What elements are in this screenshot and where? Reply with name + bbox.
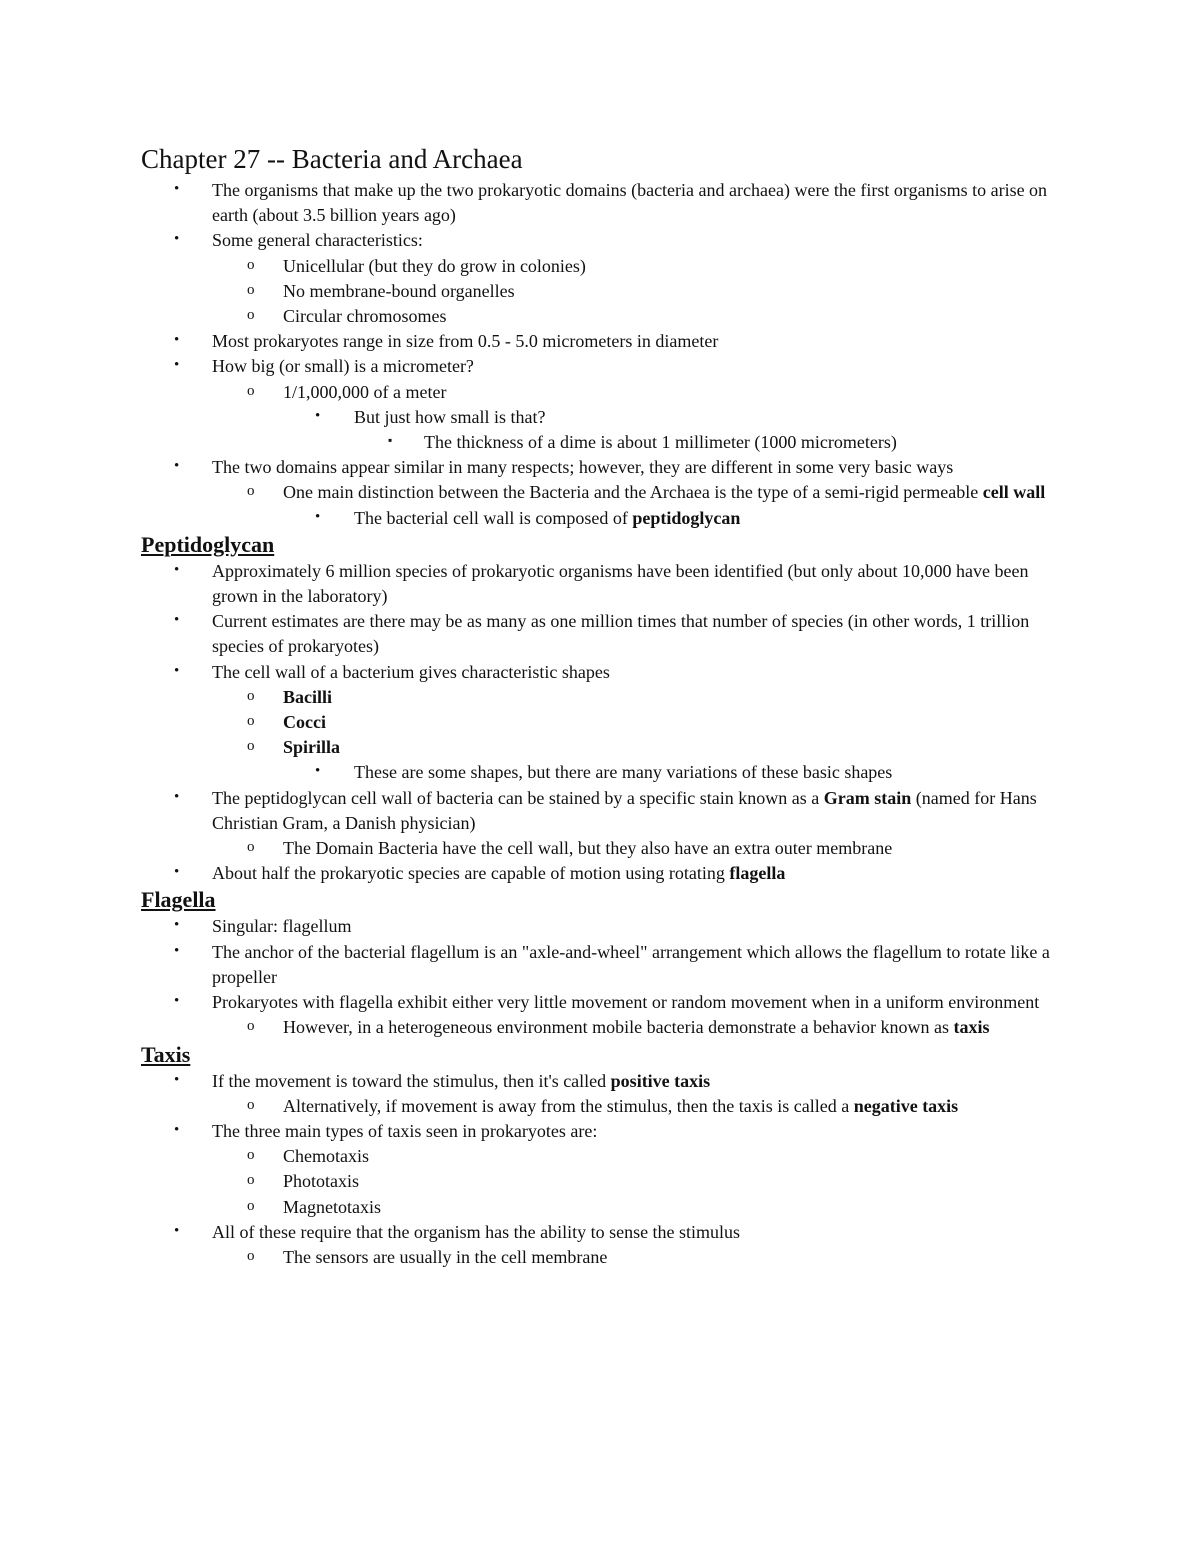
list-item [141, 254, 1061, 279]
bullet-disc-icon: • [315, 407, 321, 424]
list-item-text [283, 1171, 359, 1191]
bullet-circle-icon: o [247, 1247, 255, 1264]
bold-term: cell wall [982, 482, 1046, 503]
list-item [141, 685, 1061, 710]
list-item [141, 480, 1061, 505]
text-run: The thickness of a dime is about 1 millimeter (1000 micrometers) [424, 432, 897, 453]
list-item-text [283, 1146, 369, 1166]
text-run: If the movement is toward the stimulus, then it's called [212, 1070, 611, 1091]
text-run: One main distinction between the Bacteria and the Archaea is the type of a semi-rigid permeable [283, 482, 983, 503]
text-run: Prokaryotes with flagella exhibit either very little movement or random movement when in a uniform environment [212, 992, 1040, 1013]
list-item-text [212, 561, 1028, 606]
list-item [141, 1195, 1061, 1220]
list-item [141, 1144, 1061, 1169]
text-run: Magnetotaxis [283, 1196, 381, 1217]
list-item-text [283, 1197, 381, 1217]
bold-term: positive taxis [610, 1070, 711, 1091]
list-item-text [283, 712, 326, 732]
text-run: The bacterial cell wall is composed of [354, 507, 633, 528]
list-item-text [283, 306, 446, 326]
text-run: However, in a heterogeneous environment mobile bacteria demonstrate a behavior known as [283, 1017, 954, 1038]
document-title: Chapter 27 -- Bacteria and Archaea [141, 144, 523, 174]
bullet-circle-icon: o [247, 483, 255, 500]
bold-term: flagella [729, 863, 786, 884]
text-run: Circular chromosomes [283, 306, 447, 327]
bullet-circle-icon: o [247, 307, 255, 324]
bullet-disc-icon: • [174, 1222, 180, 1239]
text-run: No membrane-bound organelles [283, 280, 515, 301]
text-run: Unicellular (but they do grow in colonies) [283, 255, 586, 276]
list-item [141, 178, 1061, 228]
list-item [141, 760, 1061, 785]
list-item-text [283, 382, 446, 402]
list-item-text [283, 281, 515, 301]
list-item [141, 354, 1061, 379]
list-item [141, 506, 1061, 531]
section-heading: Flagella [141, 887, 216, 913]
list-item-text [283, 1017, 990, 1037]
bullet-disc-icon: • [174, 357, 180, 374]
list-item-text [212, 1121, 597, 1141]
bold-term: peptidoglycan [632, 507, 741, 528]
text-run: Phototaxis [283, 1171, 360, 1192]
bullet-disc-icon: • [174, 612, 180, 629]
bullet-disc-icon: • [174, 662, 180, 679]
list-item-text [212, 230, 423, 250]
bullet-circle-icon: o [247, 382, 255, 399]
list-item-text [354, 508, 740, 528]
list-item-text [354, 762, 892, 782]
list-item-text [283, 737, 340, 757]
bullet-circle-icon: o [247, 1096, 255, 1113]
bullet-circle-icon: o [247, 713, 255, 730]
bullet-circle-icon: o [247, 687, 255, 704]
list-item-text [212, 1222, 740, 1242]
bullet-disc-icon: • [315, 508, 321, 525]
list-item-text [283, 838, 892, 858]
bullet-square-icon: ▪ [388, 433, 393, 448]
text-run: Alternatively, if movement is away from the stimulus, then the taxis is called a [283, 1095, 854, 1116]
section-1 [141, 531, 1061, 887]
bold-term: Cocci [283, 712, 326, 733]
text-run: Most prokaryotes range in size from 0.5 - 5.0 micrometers in diameter [212, 331, 719, 352]
text-run: How big (or small) is a micrometer? [212, 356, 474, 377]
list-item [141, 329, 1061, 354]
list-item [141, 836, 1061, 861]
bullet-disc-icon: • [174, 917, 180, 934]
bullet-disc-icon: • [174, 332, 180, 349]
list-item-text [212, 992, 1039, 1012]
list-item-text [212, 356, 474, 376]
list-item [141, 660, 1061, 685]
list-item [141, 861, 1061, 886]
bullet-circle-icon: o [247, 1147, 255, 1164]
text-run: Some general characteristics: [212, 230, 423, 251]
text-run: The sensors are usually in the cell membrane [283, 1246, 608, 1267]
list-item-text [212, 788, 1037, 833]
list-item [141, 1169, 1061, 1194]
list-item-text [212, 863, 785, 883]
bullet-circle-icon: o [247, 1018, 255, 1035]
bullet-circle-icon: o [247, 256, 255, 273]
list-item [141, 559, 1061, 609]
bullet-disc-icon: • [174, 788, 180, 805]
list-item-text [212, 180, 1047, 225]
text-run: The cell wall of a bacterium gives characteristic shapes [212, 661, 610, 682]
bullet-circle-icon: o [247, 738, 255, 755]
bullet-circle-icon: o [247, 839, 255, 856]
text-run: The anchor of the bacterial flagellum is an "axle-and-wheel" arrangement which allows the flagellum to rotate like a propeller [212, 941, 1050, 987]
list-item-text [212, 331, 718, 351]
bullet-disc-icon: • [174, 1121, 180, 1138]
bold-term: Spirilla [283, 737, 341, 758]
section-heading: Peptidoglycan [141, 531, 275, 557]
bullet-disc-icon: • [174, 458, 180, 475]
list-item-text [212, 942, 1050, 987]
text-run: Singular: flagellum [212, 916, 352, 937]
list-item [141, 786, 1061, 836]
text-run: These are some shapes, but there are many variations of these basic shapes [354, 762, 893, 783]
list-item-text [212, 457, 953, 477]
text-run: The three main types of taxis seen in prokaryotes are: [212, 1120, 598, 1141]
text-run: (named for Hans Christian Gram, a Danish physician) [212, 787, 1037, 833]
bullet-disc-icon: • [174, 1071, 180, 1088]
list-item [141, 455, 1061, 480]
bold-term: negative taxis [853, 1095, 959, 1116]
list-item [141, 1245, 1061, 1270]
bold-term: taxis [953, 1017, 990, 1038]
list-item [141, 304, 1061, 329]
text-run: 1/1,000,000 of a meter [283, 381, 447, 402]
list-item-text [283, 256, 586, 276]
section-heading: Taxis [141, 1041, 191, 1067]
bullet-circle-icon: o [247, 1197, 255, 1214]
list-item [141, 990, 1061, 1015]
bullet-disc-icon: • [315, 763, 321, 780]
text-run: The peptidoglycan cell wall of bacteria can be stained by a specific stain known as a [212, 787, 824, 808]
bullet-disc-icon: • [174, 181, 180, 197]
list-item-text [283, 482, 1045, 502]
list-item-text [283, 687, 332, 707]
list-item [141, 1220, 1061, 1245]
bold-term: Gram stain [823, 787, 912, 808]
list-item-text [212, 662, 610, 682]
bullet-disc-icon: • [174, 942, 180, 959]
bullet-circle-icon: o [247, 1172, 255, 1189]
bold-term: Bacilli [283, 686, 332, 707]
list-item-text [212, 916, 351, 936]
text-run: Approximately 6 million species of prokaryotic organisms have been identified (but only about 10,000 have been grown in the laboratory) [212, 560, 1029, 607]
sections-container [141, 178, 1061, 1270]
list-item [141, 279, 1061, 304]
list-item [141, 380, 1061, 405]
list-item [141, 1069, 1061, 1094]
section-2 [141, 886, 1061, 1040]
list-item [141, 405, 1061, 430]
list-item [141, 1094, 1061, 1119]
bullet-disc-icon: • [174, 993, 180, 1010]
list-item-text [283, 1096, 958, 1116]
list-item [141, 1015, 1061, 1040]
bullet-circle-icon: o [247, 281, 255, 298]
text-run: All of these require that the organism has the ability to sense the stimulus [212, 1221, 741, 1242]
section-0 [141, 178, 1061, 531]
list-item-text [424, 432, 897, 452]
bullet-disc-icon: • [174, 864, 180, 881]
text-run: Current estimates are there may be as many as one million times that number of species (in other words, 1 trillion species of prokaryotes) [212, 611, 1030, 657]
text-run: The organisms that make up the two prokaryotic domains (bacteria and archaea) were the first organisms to arise on earth (about 3.5 billion years ago) [212, 180, 1048, 226]
document-body [141, 142, 1061, 1270]
text-run: But just how small is that? [354, 406, 546, 427]
list-item [141, 609, 1061, 659]
text-run: The Domain Bacteria have the cell wall, but they also have an extra outer membrane [283, 838, 893, 859]
bullet-disc-icon: • [174, 231, 180, 248]
list-item [141, 710, 1061, 735]
list-item [141, 228, 1061, 253]
bullet-disc-icon: • [174, 561, 180, 578]
list-item [141, 914, 1061, 939]
list-item-text [283, 1247, 607, 1267]
list-item [141, 430, 1061, 455]
list-item-text [354, 407, 546, 427]
text-run: The two domains appear similar in many respects; however, they are different in some very basic ways [212, 457, 954, 478]
list-item-text [212, 611, 1029, 656]
section-3 [141, 1041, 1061, 1271]
text-run: Chemotaxis [283, 1146, 369, 1167]
list-item [141, 940, 1061, 990]
list-item [141, 735, 1061, 760]
list-item-text [212, 1071, 710, 1091]
text-run: About half the prokaryotic species are capable of motion using rotating [212, 863, 730, 884]
list-item [141, 1119, 1061, 1144]
